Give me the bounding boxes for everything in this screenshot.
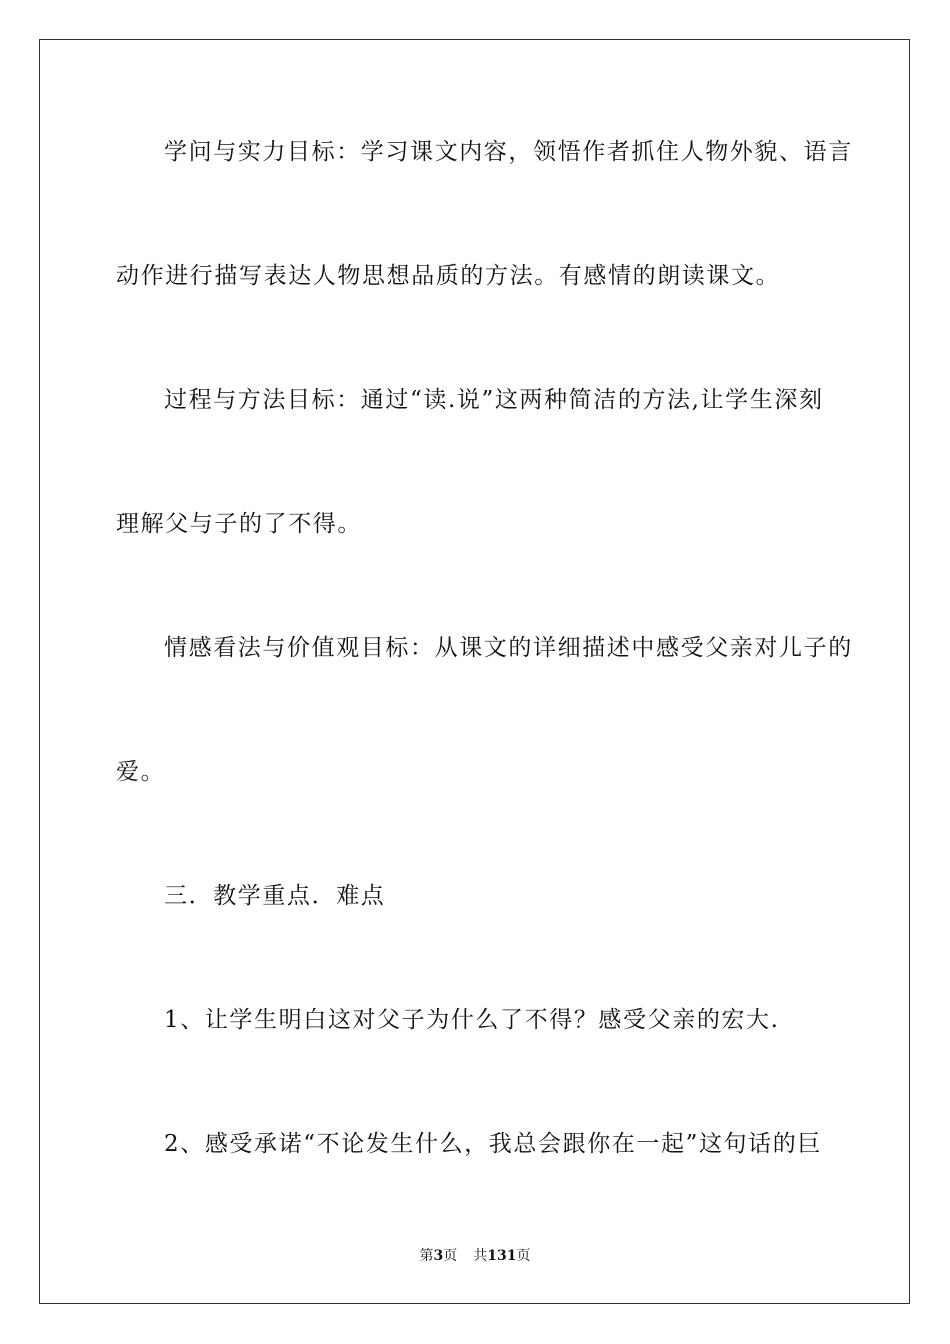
paragraph-line-1: 学问与实力目标：学习课文内容，领悟作者抓住人物外貌、语言 (164, 139, 853, 165)
paragraph-line-5: 情感看法与价值观目标：从课文的详细描述中感受父亲对儿子的 (164, 635, 853, 661)
footer-page-suffix: 页 (443, 1248, 458, 1264)
paragraph-line-6: 爱。 (116, 759, 166, 785)
section-heading: 三．教学重点．难点 (164, 883, 386, 909)
footer-total-number: 131 (487, 1248, 517, 1264)
paragraph-line-4: 理解父与子的了不得。 (116, 511, 362, 537)
list-item-1: 1、让学生明白这对父子为什么了不得？感受父亲的宏大. (164, 1007, 780, 1033)
footer-total-suffix: 页 (516, 1248, 531, 1264)
footer-page-prefix: 第 (419, 1248, 434, 1264)
footer-page-number: 3 (433, 1248, 444, 1264)
paragraph-line-2: 动作进行描写表达人物思想品质的方法。有感情的朗读课文。 (116, 263, 781, 289)
list-item-2: 2、感受承诺“不论发生什么，我总会跟你在一起”这句话的巨 (164, 1131, 822, 1157)
footer-total-prefix: 共 (473, 1248, 488, 1264)
paragraph-line-3: 过程与方法目标：通过“读.说”这两种简洁的方法,让学生深刻 (164, 387, 824, 413)
page-footer (0, 1246, 950, 1266)
page-border (39, 39, 910, 1304)
